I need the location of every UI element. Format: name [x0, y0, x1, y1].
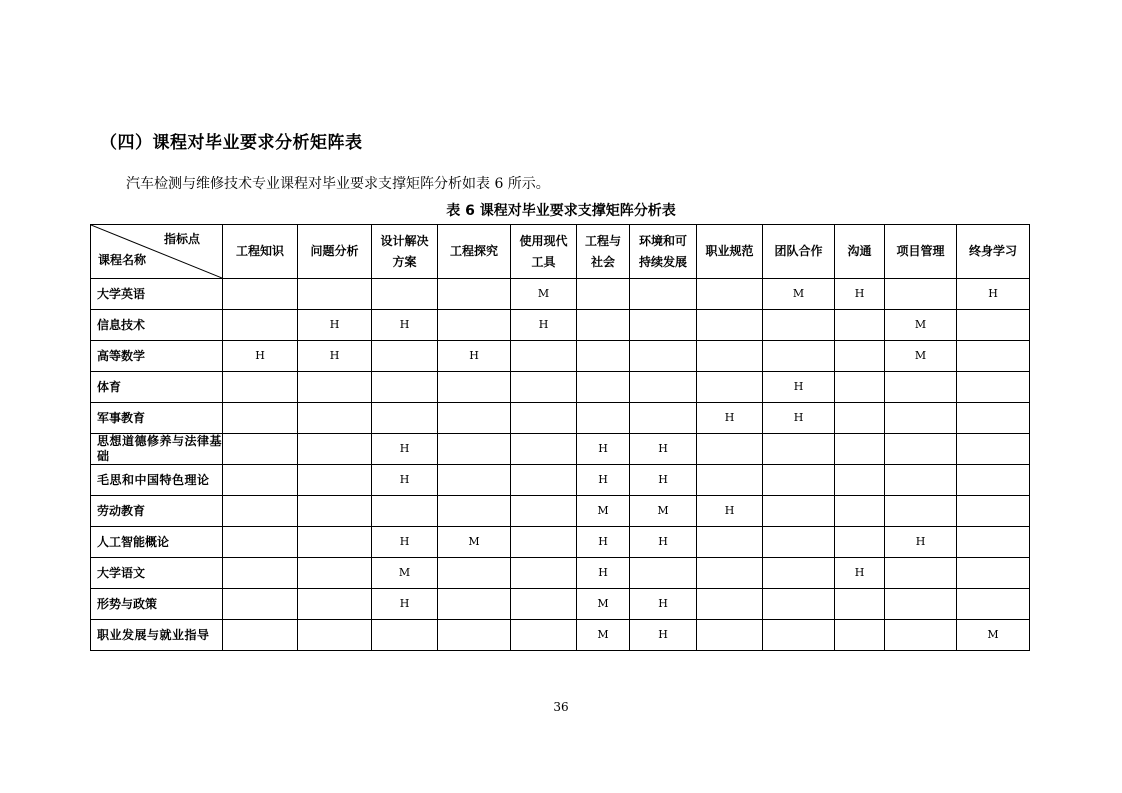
support-level-cell [223, 527, 298, 558]
table-row [91, 496, 1030, 527]
support-level-cell: H [372, 527, 438, 558]
support-level-cell: M [511, 279, 577, 310]
support-level-cell [438, 589, 511, 620]
support-level-cell [763, 620, 835, 651]
support-level-cell: M [577, 589, 630, 620]
support-level-cell [697, 465, 763, 496]
support-level-cell [835, 403, 885, 434]
support-level-cell [885, 372, 957, 403]
support-level-cell [298, 434, 372, 465]
support-level-cell [438, 496, 511, 527]
support-level-cell [697, 279, 763, 310]
support-level-cell [763, 310, 835, 341]
column-header [372, 225, 438, 279]
table-row [91, 341, 1030, 372]
support-level-cell [372, 403, 438, 434]
table-row [91, 465, 1030, 496]
support-level-cell [223, 465, 298, 496]
header-row [91, 225, 1030, 279]
support-level-cell [298, 496, 372, 527]
support-level-cell: H [957, 279, 1030, 310]
column-header-text: 使用现代 [519, 234, 568, 249]
support-level-cell [438, 372, 511, 403]
support-level-cell [511, 341, 577, 372]
support-level-cell [630, 279, 697, 310]
support-level-cell [438, 620, 511, 651]
support-level-cell: H [577, 434, 630, 465]
support-level-cell [511, 558, 577, 589]
support-level-cell [298, 527, 372, 558]
support-level-cell [372, 496, 438, 527]
column-header [957, 225, 1030, 279]
support-level-cell: H [223, 341, 298, 372]
course-name-cell: 毛思和中国特色理论 [91, 465, 223, 496]
support-level-cell [697, 589, 763, 620]
column-header-text: 社会 [590, 254, 615, 269]
support-level-cell [885, 279, 957, 310]
support-level-cell [438, 403, 511, 434]
table-row [91, 403, 1030, 434]
corner-label-course: 课程名称 [98, 253, 147, 267]
support-level-cell [957, 465, 1030, 496]
course-name-cell: 人工智能概论 [91, 527, 223, 558]
course-name-cell: 军事教育 [91, 403, 223, 434]
support-level-cell [577, 341, 630, 372]
support-level-cell [298, 372, 372, 403]
support-level-cell [438, 279, 511, 310]
column-header [697, 225, 763, 279]
support-level-cell: M [577, 620, 630, 651]
support-level-cell: M [630, 496, 697, 527]
support-level-cell: H [577, 465, 630, 496]
support-level-cell [298, 620, 372, 651]
support-level-cell [697, 372, 763, 403]
support-level-cell [577, 279, 630, 310]
column-header [763, 225, 835, 279]
column-header-text: 设计解决 [380, 234, 429, 249]
support-level-cell [298, 589, 372, 620]
support-level-cell [223, 496, 298, 527]
support-level-cell [885, 558, 957, 589]
support-level-cell [223, 279, 298, 310]
column-header [298, 225, 372, 279]
diagonal-line [91, 225, 222, 278]
column-header-text: 工程探究 [449, 244, 498, 259]
support-level-cell [511, 372, 577, 403]
support-level-cell [957, 434, 1030, 465]
support-level-cell [511, 465, 577, 496]
support-level-cell [763, 496, 835, 527]
support-level-cell [223, 589, 298, 620]
support-level-cell: H [372, 589, 438, 620]
column-header-text: 方案 [392, 254, 417, 269]
matrix-body [91, 279, 1030, 651]
column-header-text: 工程与 [584, 234, 621, 249]
intro-paragraph: 汽车检测与维修技术专业课程对毕业要求支撑矩阵分析如表 6 所示。 [126, 176, 550, 192]
table-row [91, 310, 1030, 341]
support-level-cell [957, 589, 1030, 620]
column-header-text: 团队合作 [774, 244, 823, 259]
support-level-cell [835, 310, 885, 341]
support-level-cell [511, 403, 577, 434]
table-row [91, 589, 1030, 620]
support-level-cell [372, 372, 438, 403]
table-row [91, 372, 1030, 403]
support-level-cell: H [298, 341, 372, 372]
support-level-cell [885, 589, 957, 620]
support-level-cell [835, 372, 885, 403]
support-level-cell [223, 310, 298, 341]
support-level-cell: H [697, 496, 763, 527]
support-level-cell [577, 310, 630, 341]
table-row [91, 434, 1030, 465]
support-level-cell: M [885, 310, 957, 341]
support-level-cell [835, 465, 885, 496]
support-level-cell [957, 310, 1030, 341]
support-level-cell [298, 279, 372, 310]
support-level-cell [630, 558, 697, 589]
support-matrix-table [90, 224, 1030, 651]
support-level-cell [511, 589, 577, 620]
support-level-cell [630, 310, 697, 341]
column-header-text: 环境和可 [638, 234, 687, 249]
support-level-cell: H [298, 310, 372, 341]
support-level-cell [835, 434, 885, 465]
support-level-cell [885, 496, 957, 527]
support-level-cell [223, 403, 298, 434]
support-level-cell [763, 465, 835, 496]
support-level-cell [372, 620, 438, 651]
table-caption: 表 6 课程对毕业要求支撑矩阵分析表 [446, 203, 676, 219]
support-level-cell [372, 279, 438, 310]
corner-header-cell [91, 225, 223, 279]
support-level-cell [885, 434, 957, 465]
corner-label-indicator: 指标点 [163, 232, 200, 246]
course-name-cell: 高等数学 [91, 341, 223, 372]
support-level-cell: M [885, 341, 957, 372]
support-level-cell [630, 372, 697, 403]
support-level-cell [223, 620, 298, 651]
support-level-cell [957, 496, 1030, 527]
table-row [91, 279, 1030, 310]
support-level-cell: H [577, 527, 630, 558]
support-level-cell: H [438, 341, 511, 372]
support-level-cell [511, 496, 577, 527]
support-level-cell [223, 372, 298, 403]
course-name-cell: 思想道德修养与法律基础 [91, 434, 223, 465]
support-level-cell: H [372, 465, 438, 496]
support-level-cell [957, 341, 1030, 372]
support-level-cell [835, 527, 885, 558]
support-level-cell: H [835, 558, 885, 589]
support-level-cell [438, 558, 511, 589]
support-level-cell: H [835, 279, 885, 310]
support-level-cell [511, 434, 577, 465]
column-header [835, 225, 885, 279]
support-level-cell [957, 527, 1030, 558]
column-header [577, 225, 630, 279]
support-level-cell [298, 403, 372, 434]
support-level-cell [630, 403, 697, 434]
column-header-text: 项目管理 [896, 244, 945, 259]
column-header-text: 沟通 [847, 244, 872, 259]
support-level-cell [372, 341, 438, 372]
support-level-cell [835, 341, 885, 372]
support-level-cell: H [577, 558, 630, 589]
column-header-text: 持续发展 [638, 254, 687, 269]
column-header [630, 225, 697, 279]
column-header-text: 职业规范 [705, 244, 754, 259]
support-level-cell [885, 403, 957, 434]
course-name-cell: 劳动教育 [91, 496, 223, 527]
column-header-text: 工具 [531, 254, 556, 269]
column-header-text: 工程知识 [235, 244, 284, 259]
support-level-cell [697, 620, 763, 651]
support-level-cell [438, 310, 511, 341]
column-header [885, 225, 957, 279]
support-level-cell [630, 341, 697, 372]
course-name-cell: 大学语文 [91, 558, 223, 589]
support-level-cell [763, 589, 835, 620]
table-row [91, 558, 1030, 589]
support-level-cell [223, 434, 298, 465]
support-level-cell: H [372, 310, 438, 341]
support-level-cell [763, 558, 835, 589]
support-level-cell [835, 589, 885, 620]
support-level-cell [957, 558, 1030, 589]
column-header [511, 225, 577, 279]
support-level-cell [885, 620, 957, 651]
support-level-cell [438, 434, 511, 465]
support-level-cell [885, 465, 957, 496]
support-level-cell [697, 434, 763, 465]
support-level-cell [697, 558, 763, 589]
support-level-cell [298, 465, 372, 496]
support-level-cell: M [577, 496, 630, 527]
support-level-cell [438, 465, 511, 496]
support-level-cell: M [957, 620, 1030, 651]
support-level-cell: H [372, 434, 438, 465]
table-row [91, 527, 1030, 558]
support-level-cell: H [630, 465, 697, 496]
support-level-cell [697, 527, 763, 558]
support-level-cell: M [438, 527, 511, 558]
table-row [91, 620, 1030, 651]
support-level-cell: H [630, 434, 697, 465]
support-level-cell [577, 403, 630, 434]
column-header-text: 问题分析 [310, 244, 359, 259]
support-level-cell: H [630, 589, 697, 620]
support-level-cell [763, 434, 835, 465]
support-level-cell [835, 620, 885, 651]
support-level-cell [763, 341, 835, 372]
course-name-cell: 形势与政策 [91, 589, 223, 620]
support-level-cell [697, 341, 763, 372]
support-level-cell [697, 310, 763, 341]
support-level-cell [577, 372, 630, 403]
column-header [223, 225, 298, 279]
course-name-cell: 信息技术 [91, 310, 223, 341]
support-level-cell: H [763, 403, 835, 434]
support-level-cell [763, 527, 835, 558]
support-level-cell: H [511, 310, 577, 341]
column-header [438, 225, 511, 279]
course-name-cell: 职业发展与就业指导 [91, 620, 223, 651]
support-level-cell [223, 558, 298, 589]
support-level-cell: H [763, 372, 835, 403]
support-level-cell: M [763, 279, 835, 310]
course-name-cell: 体育 [91, 372, 223, 403]
support-level-cell [957, 372, 1030, 403]
support-level-cell: M [372, 558, 438, 589]
support-level-cell: H [885, 527, 957, 558]
support-level-cell [511, 620, 577, 651]
support-level-cell [298, 558, 372, 589]
page-number: 36 [553, 700, 569, 714]
section-heading: （四）课程对毕业要求分析矩阵表 [100, 133, 363, 153]
support-level-cell: H [630, 620, 697, 651]
support-level-cell: H [630, 527, 697, 558]
course-name-cell: 大学英语 [91, 279, 223, 310]
column-header-text: 终身学习 [968, 244, 1017, 259]
support-level-cell [957, 403, 1030, 434]
support-level-cell [511, 527, 577, 558]
support-level-cell: H [697, 403, 763, 434]
support-level-cell [835, 496, 885, 527]
